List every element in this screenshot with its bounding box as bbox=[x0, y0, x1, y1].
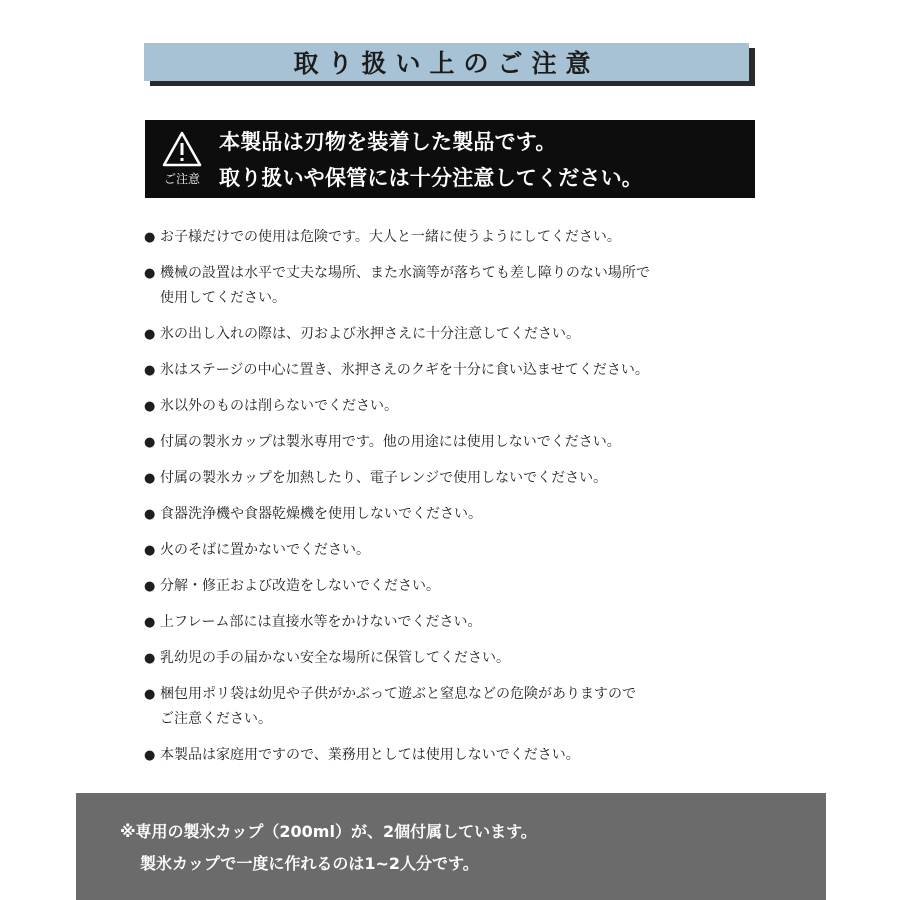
list-item bbox=[144, 682, 764, 732]
bullet: ● bbox=[144, 266, 156, 281]
footer-note-line-1: ※専用の製氷カップ（200ml）が、2個付属しています。 bbox=[120, 822, 537, 841]
bullet: ● bbox=[144, 615, 156, 630]
bullet: ● bbox=[144, 327, 156, 342]
list-item bbox=[144, 225, 764, 250]
list-item-text: 梱包用ポリ袋は幼児や子供がかぶって遊ぶと窒息などの危険がありますので ご注意ください。 bbox=[160, 686, 636, 727]
list-item bbox=[144, 743, 764, 768]
list-item bbox=[144, 610, 764, 635]
list-item bbox=[144, 538, 764, 563]
list-item bbox=[144, 574, 764, 599]
bullet: ● bbox=[144, 543, 156, 558]
list-item bbox=[144, 394, 764, 419]
list-item-text: 火のそばに置かないでください。 bbox=[160, 542, 370, 558]
list-item-text: 本製品は家庭用ですので、業務用としては使用しないでください。 bbox=[160, 747, 580, 763]
list-item-text: 機械の設置は水平で丈夫な場所、また水滴等が落ちても差し障りのない場所で 使用してください。 bbox=[160, 265, 650, 306]
footer-note-box bbox=[76, 793, 826, 900]
bullet: ● bbox=[144, 471, 156, 486]
list-item-text: 分解・修正および改造をしないでください。 bbox=[160, 578, 440, 594]
bullet: ● bbox=[144, 363, 156, 378]
list-item bbox=[144, 261, 764, 311]
list-item-text: お子様だけでの使用は危険です。大人と一緒に使うようにしてください。 bbox=[160, 229, 621, 245]
bullet: ● bbox=[144, 230, 156, 245]
caution-list bbox=[144, 225, 764, 779]
list-item-text: 氷の出し入れの際は、刃および氷押さえに十分注意してください。 bbox=[160, 326, 580, 342]
list-item-text: 付属の製氷カップは製氷専用です。他の用途には使用しないでください。 bbox=[160, 434, 621, 450]
list-item-text: 食器洗浄機や食器乾燥機を使用しないでください。 bbox=[160, 506, 482, 522]
header-banner bbox=[144, 43, 749, 81]
warning-box bbox=[145, 120, 755, 198]
bullet: ● bbox=[144, 579, 156, 594]
list-item-text: 氷以外のものは削らないでください。 bbox=[160, 398, 398, 414]
list-item bbox=[144, 502, 764, 527]
bullet: ● bbox=[144, 435, 156, 450]
footer-note-line-2: 製氷カップで一度に作れるのは1~2人分です。 bbox=[140, 854, 479, 873]
warning-caption: ご注意 bbox=[163, 172, 200, 186]
bullet: ● bbox=[144, 399, 156, 414]
warning-icon-block bbox=[145, 120, 219, 198]
list-item bbox=[144, 430, 764, 455]
bullet: ● bbox=[144, 651, 156, 666]
list-item-text: 付属の製氷カップを加熱したり、電子レンジで使用しないでください。 bbox=[160, 470, 608, 486]
list-item bbox=[144, 322, 764, 347]
list-item bbox=[144, 466, 764, 491]
warning-line-1: 本製品は刃物を装着した製品です。 bbox=[219, 130, 557, 154]
warning-line-2: 取り扱いや保管には十分注意してください。 bbox=[219, 166, 643, 190]
list-item bbox=[144, 358, 764, 383]
list-item-text: 氷はステージの中心に置き、氷押さえのクギを十分に食い込ませてください。 bbox=[160, 362, 649, 378]
bullet: ● bbox=[144, 748, 156, 763]
page-title: 取り扱い上のご注意 bbox=[293, 49, 600, 78]
warning-text bbox=[219, 126, 643, 192]
list-item-text: 上フレーム部には直接水等をかけないでください。 bbox=[160, 614, 482, 630]
bullet: ● bbox=[144, 507, 156, 522]
list-item bbox=[144, 646, 764, 671]
list-item-text: 乳幼児の手の届かない安全な場所に保管してください。 bbox=[160, 650, 510, 666]
bullet: ● bbox=[144, 687, 156, 702]
warning-triangle-icon bbox=[162, 131, 202, 167]
